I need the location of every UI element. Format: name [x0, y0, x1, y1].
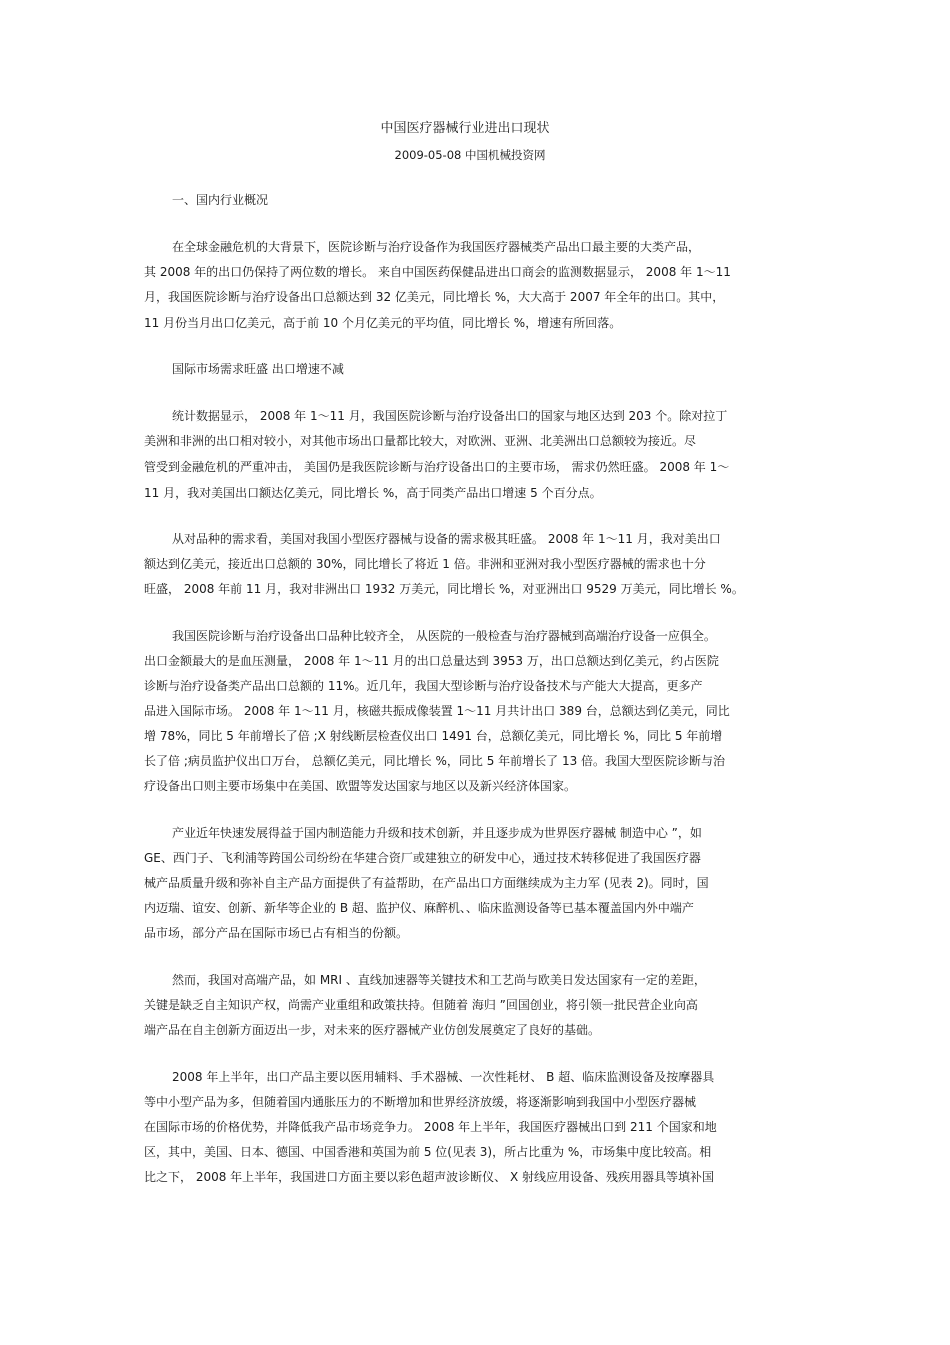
document-title: 中国医疗器械行业进出口现状 [380, 121, 550, 136]
text-line: 长了倍 ;病员监护仪出口万台， 总额亿美元，同比增长 %，同比 5 年前增长了 13 倍。我国大型医院诊断与治 [144, 754, 726, 768]
text-line: 械产品质量升级和弥补自主产品方面提供了有益帮助，在产品出口方面继续成为主力军 (见表 2)。同时，国 [144, 876, 709, 890]
document-subtitle: 2009-05-08 中国机械投资网 [394, 148, 546, 162]
text-line: GE、西门子、飞利浦等跨国公司纷纷在华建合资厂或建独立的研发中心，通过技术转移促进了我国医疗器 [144, 851, 701, 865]
text-line: 11 月，我对美国出口额达亿美元，同比增长 %，高于同类产品出口增速 5 个百分点。 [144, 486, 602, 500]
text-line: 内迈瑞、谊安、创新、新华等企业的 B 超、监护仪、麻醉机、、临床监测设备等已基本覆盖国内外中端产 [144, 901, 694, 915]
text-line: 产业近年快速发展得益于国内制造能力升级和技术创新，并且逐步成为世界医疗器械 制造中心 ”，如 [172, 826, 702, 840]
text-line: 我国医院诊断与治疗设备出口品种比较齐全， 从医院的一般检查与治疗器械到高端治疗设备一应俱全。 [172, 629, 716, 643]
text-line: 品进入国际市场。 2008 年 1～11 月，核磁共振成像装置 1～11 月共计出口 389 台，总额达到亿美元，同比 [144, 704, 730, 718]
text-line: 然而，我国对高端产品，如 MRI 、直线加速器等关键技术和工艺尚与欧美日发达国家有一定的差距， [172, 973, 706, 987]
text-line: 区，其中，美国、日本、德国、中国香港和英国为前 5 位(见表 3)，所占比重为 %，市场集中度比较高。相 [144, 1145, 712, 1159]
text-line: 美洲和非洲的出口相对较小，对其他市场出口量都比较大，对欧洲、亚洲、北美洲出口总额较为接近。尽 [144, 434, 697, 448]
text-line: 比之下， 2008 年上半年，我国进口方面主要以彩色超声波诊断仪、 X 射线应用设备、残疾用器具等填补国 [144, 1170, 715, 1184]
text-line: 在国际市场的价格优势，并降低我产品市场竞争力。 2008 年上半年，我国医疗器械出口到 211 个国家和地 [144, 1120, 717, 1134]
text-line: 增 78%，同比 5 年前增长了倍 ;X 射线断层检查仪出口 1491 台，总额亿美元，同比增长 %，同比 5 年前增 [144, 729, 723, 743]
text-line: 品市场，部分产品在国际市场已占有相当的份额。 [144, 926, 409, 940]
text-line: 其 2008 年的出口仍保持了两位数的增长。 来自中国医药保健品进出口商会的监测数据显示， 2008 年 1～11 [144, 265, 731, 279]
text-line: 关键是缺乏自主知识产权，尚需产业重组和政策扶持。但随着 海归 ”回国创业，将引领一批民营企业向高 [144, 998, 698, 1012]
text-line: 端产品在自主创新方面迈出一步，对未来的医疗器械产业仿创发展奠定了良好的基础。 [144, 1023, 601, 1037]
text-line: 诊断与治疗设备类产品出口总额的 11%。近几年，我国大型诊断与治疗设备技术与产能大大提高，更多产 [144, 679, 703, 693]
text-line: 额达到亿美元，接近出口总额的 30%，同比增长了将近 1 倍。非洲和亚洲对我小型医疗器械的需求也十分 [144, 557, 706, 571]
text-line: 月，我国医院诊断与治疗设备出口总额达到 32 亿美元，同比增长 %，大大高于 2007 年全年的出口。其中， [144, 290, 725, 304]
text-line: 在全球金融危机的大背景下，医院诊断与治疗设备作为我国医疗器械类产品出口最主要的大类产品， [172, 240, 701, 254]
section-heading: 国际市场需求旺盛 出口增速不减 [172, 362, 344, 376]
text-line: 出口金额最大的是血压测量， 2008 年 1～11 月的出口总量达到 3953 万，出口总额达到亿美元，约占医院 [144, 654, 719, 668]
text-line: 等中小型产品为多，但随着国内通胀压力的不断增加和世界经济放缓，将逐渐影响到我国中小型医疗器械 [144, 1095, 697, 1109]
text-line: 管受到金融危机的严重冲击， 美国仍是我医院诊断与治疗设备出口的主要市场， 需求仍然旺盛。 2008 年 1～ [144, 460, 730, 474]
text-line: 11 月份当月出口亿美元，高于前 10 个月亿美元的平均值，同比增长 %，增速有所回落。 [144, 316, 622, 330]
text-line: 从对品种的需求看，美国对我国小型医疗器械与设备的需求极其旺盛。 2008 年 1～11 月，我对美出口 [172, 532, 721, 546]
text-line: 疗设备出口则主要市场集中在美国、欧盟等发达国家与地区以及新兴经济体国家。 [144, 779, 577, 793]
text-line: 统计数据显示， 2008 年 1～11 月，我国医院诊断与治疗设备出口的国家与地区达到 203 个。除对拉丁 [172, 409, 728, 423]
text-line: 旺盛， 2008 年前 11 月，我对非洲出口 1932 万美元，同比增长 %，对亚洲出口 9529 万美元，同比增长 %。 [144, 582, 744, 596]
text-line: 2008 年上半年，出口产品主要以医用辅料、手术器械、一次性耗材、 B 超、临床监测设备及按摩器具 [172, 1070, 715, 1084]
text-line: 一、国内行业概况 [172, 193, 269, 207]
